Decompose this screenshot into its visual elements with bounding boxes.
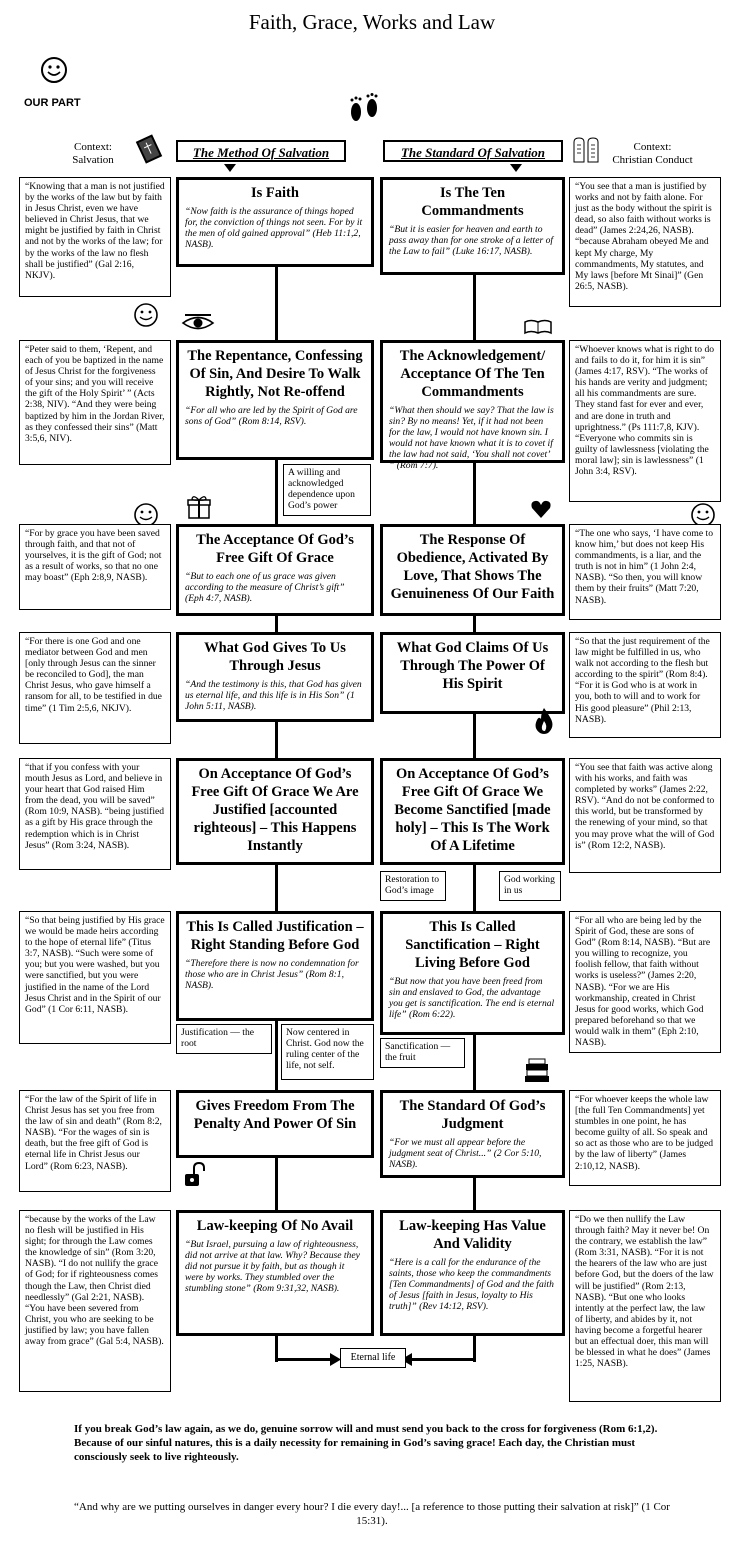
row8-right-box bbox=[380, 1210, 565, 1336]
context-left: Context: Salvation bbox=[72, 141, 114, 166]
row5-right-box bbox=[380, 758, 565, 865]
smiley-icon bbox=[133, 302, 159, 328]
row7-right-quote: “For we must all appear before the judgment seat of Christ...” (2 Cor 5:10, NASB). bbox=[389, 1137, 542, 1170]
row6-left-scripture: “So that being justified by His grace we would be made heirs according to the hope of eternal life” (Titus 3:7, NASB). “Such were some of you; but you were washed, but you were sanctified, but you were justified in the name of the Lord Jesus Christ and in the Spirit of our God” (1 Cor 6:11, NASB). bbox=[19, 911, 171, 1044]
open-book-icon bbox=[523, 318, 553, 336]
smiley-icon bbox=[40, 56, 68, 84]
header-method-of-salvation: The Method Of Salvation bbox=[176, 140, 346, 162]
row1-left-scripture: “Knowing that a man is not justified by the works of the law but by faith in Jesus Christ, even we have believed in Christ Jesus, that we might be justified by faith in Christ and not by the works of the law; for by the works of the law no flesh shall be justified” (Gal 2:16, NKJV). bbox=[19, 177, 171, 297]
row6-right-quote: “But now that you have been freed from sin and enslaved to God, the advantage you get is sanctification. The end is eternal life” (Rom 6:22). bbox=[389, 976, 555, 1020]
row1-left-quote: “Now faith is the assurance of things hoped for, the conviction of things not seen. For by it the men of old gained approval” (Heb 11:1,2, NASB). bbox=[185, 206, 363, 250]
connector-line-bottom-right bbox=[408, 1358, 476, 1361]
row6-left-quote: “Therefore there is now no condemnation for those who are in Christ Jesus” (Rom 8:1, NASB). bbox=[185, 958, 359, 991]
note-god-working: God working in us bbox=[499, 871, 561, 901]
tablets-icon bbox=[572, 136, 602, 164]
unlocked-padlock-icon bbox=[183, 1162, 205, 1188]
row2-left-scripture: “Peter said to them, ‘Repent, and each of you be baptized in the name of Jesus Christ for the forgiveness of your sins; and you will receive the gift of the Holy Spirit’ ” (Acts 2:38, NIV). “And they were being baptized by him in the Jordan River, as they confessed their sins” (Matt 3:5,6, NIV). bbox=[19, 340, 171, 465]
heart-icon bbox=[530, 499, 552, 519]
row6-right-scripture: “For all who are being led by the Spirit of God, these are sons of God” (Rom 8:14, NASB). “But are you willing to recognize, you foolish fellow, that faith without works is useless?” (James 2:20, NASB). “For we are His workmanship, created in Christ Jesus for good works, which God prepared beforehand so that we would walk in them” (Eph 2:10, NASB). bbox=[569, 911, 721, 1053]
row8-left-heading: Law-keeping Of No Avail bbox=[196, 1218, 354, 1234]
row7-right-box bbox=[380, 1090, 565, 1178]
row8-left-box bbox=[176, 1210, 374, 1336]
row5-left-box bbox=[176, 758, 374, 865]
row8-right-quote: “Here is a call for the endurance of the saints, those who keep the commandments [Ten Commandments] of God and the faith of Jesus [faith in Jesus, loyalty to His truth]” (Rev 14:12, RSV). bbox=[389, 1257, 554, 1312]
row1-right-scripture: “You see that a man is justified by works and not by faith alone. For just as the body without the spirit is dead, so also faith without works is dead” (James 2:24,26, NASB). “because Abraham obeyed Me and kept My charge, My commandments, My statutes, and My laws [before Mt Sinai]” (Gen 26:5, NASB). bbox=[569, 177, 721, 307]
note-now-centered: Now centered in Christ. God now the ruling center of the life, not self. bbox=[281, 1024, 374, 1080]
connector-line-bottom-left bbox=[275, 1358, 335, 1361]
row6-left-box bbox=[176, 911, 374, 1021]
row3-right-scripture: “The one who says, ‘I have come to know him,’ but does not keep His commandments, is a liar, and the truth is not in him” (1 John 2:4, NASB). “So then, you will know them by their fruits” (Matt 7:20, NASB). bbox=[569, 524, 721, 620]
row4-right-heading: What God Claims Of Us Through The Power Of His Spirit bbox=[396, 640, 549, 692]
row3-left-scripture: “For by grace you have been saved through faith, and that not of yourselves, it is the gift of God; not as a result of works, so that no one may boast” (Eph 2:8,9, NASB). bbox=[19, 524, 171, 610]
eye-icon bbox=[181, 312, 215, 334]
row8-left-scripture: “because by the works of the Law no flesh will be justified in His sight; for through the Law comes the knowledge of sin” (Rom 3:20, NASB). “I do not nullify the grace of God; for if righteousness comes though the Law, then Christ died needlessly” (Gal 2:21, NASB). “You have been severed from Christ, you who are seeking to be justified by law; you have fallen away from grace” (Gal 5:4, NASB). bbox=[19, 1210, 171, 1392]
row4-right-scripture: “So that the just requirement of the law might be fulfilled in us, who walk not according to the flesh but according to the spirit” (Rom 8:4). “For it is God who is at work in you, both to will and to work for His good pleasure” (Phil 2:13, NASB). bbox=[569, 632, 721, 738]
row5-right-heading: On Acceptance Of God’s Free Gift Of Grace We Become Sanctified [made holy] – This Is The Work Of A Lifetime bbox=[394, 766, 551, 854]
arrow-down-icon bbox=[509, 163, 523, 173]
row7-left-box bbox=[176, 1090, 374, 1158]
row1-left-box bbox=[176, 177, 374, 267]
row8-right-heading: Law-keeping Has Value And Validity bbox=[399, 1218, 546, 1252]
row3-right-box bbox=[380, 524, 565, 616]
note-restoration: Restoration to God’s image bbox=[380, 871, 446, 901]
gift-icon bbox=[186, 494, 212, 520]
footer-text: If you break God’s law again, as we do, genuine sorrow will and must send you back to the cross for forgiveness (Rom 6:1,2). Because of our sinful natures, this is a daily necessity for remaining in God’s saving grace! Each day, the Christian must consciously seek to live righteously. bbox=[74, 1423, 658, 1463]
row2-right-heading: The Acknowledgement/ Acceptance Of The Ten Commandments bbox=[399, 348, 546, 400]
row7-right-heading: The Standard Of God’s Judgment bbox=[399, 1098, 546, 1132]
row4-left-quote: “And the testimony is this, that God has given us eternal life, and this life is in His Son” (1 John 5:11, NASB). bbox=[185, 679, 362, 712]
row3-left-quote: “But to each one of us grace was given according to the measure of Christ’s gift” (Eph 4:7, NASB). bbox=[185, 571, 345, 604]
note-sanctification-fruit: Sanctification — the fruit bbox=[380, 1038, 465, 1068]
row2-right-box bbox=[380, 340, 565, 471]
row1-left-heading: Is Faith bbox=[251, 185, 299, 201]
row4-left-scripture: “For there is one God and one mediator between God and men [only through Jesus can the sinner be reconciled to God], the man Christ Jesus, who gave himself a ransom for all, to be testified in due time” (1 Tim 2:5,6, NKJV). bbox=[19, 632, 171, 744]
page-title: Faith, Grace, Works and Law bbox=[248, 10, 496, 34]
row2-right-quote: “What then should we say? That the law is sin? By no means! Yet, if it had not been for the law, I would not have known sin. I would not have known what it is to covet if the law had not said, ‘You shall not covet’ ” (Rom 7:7). bbox=[389, 405, 554, 471]
row4-right-box bbox=[380, 632, 565, 714]
row7-left-heading: Gives Freedom From The Penalty And Power Of Sin bbox=[193, 1098, 357, 1132]
arrow-down-icon bbox=[223, 163, 237, 173]
row7-right-scripture: “For whoever keeps the whole law [the full Ten Commandments] yet stumbles in one point, he has become guilty of all. So speak and so act as those who are to be judged by the law of liberty” (James 2:10,12, NASB). bbox=[569, 1090, 721, 1186]
row6-left-heading: This Is Called Justification – Right Standing Before God bbox=[186, 919, 364, 953]
note-justification-root: Justification — the root bbox=[176, 1024, 272, 1054]
row3-left-heading: The Acceptance Of God’s Free Gift Of Grace bbox=[196, 532, 354, 566]
row1-right-quote: “But it is easier for heaven and earth to pass away than for one stroke of a letter of the Law to fail” (Luke 16:17, NASB). bbox=[389, 224, 554, 257]
our-part-label: OUR PART bbox=[24, 97, 81, 109]
books-icon bbox=[523, 1058, 551, 1084]
row2-left-box bbox=[176, 340, 374, 460]
bottom-quote: “And why are we putting ourselves in danger every hour? I die every day!... [a reference to those putting their salvation at risk]” (1 Cor 15:31). bbox=[74, 1501, 670, 1527]
row2-left-quote: “For all who are led by the Spirit of God are sons of God” (Rom 8:14, RSV). bbox=[185, 405, 358, 427]
context-right: Context: Christian Conduct bbox=[612, 141, 693, 166]
note-willing-dependence: A willing and acknowledged dependence upon God’s power bbox=[283, 464, 371, 516]
row5-left-scripture: “that if you confess with your mouth Jesus as Lord, and believe in your heart that God raised Him from the dead, you will be saved” (Rom 10:9, NASB). “being justified as a gift by His grace through the redemption which is in Christ Jesus” (Rom 3:24, NASB). bbox=[19, 758, 171, 870]
footprints-icon bbox=[344, 92, 384, 130]
row2-left-heading: The Repentance, Confessing Of Sin, And Desire To Walk Rightly, Not Re-offend bbox=[187, 348, 363, 400]
row7-left-scripture: “For the law of the Spirit of life in Christ Jesus has set you free from the law of sin and death” (Rom 8:2, NASB). “For the wages of sin is death, but the free gift of God is eternal life in Christ Jesus our Lord” (Rom 6:23, NASB). bbox=[19, 1090, 171, 1192]
row2-right-scripture: “Whoever knows what is right to do and fails to do it, for him it is sin” (James 4:17, RSV). “The works of his hands are verity and judgment; all his commandments are sure. They stand fast for ever and ever, and are done in truth and uprightness.” (Ps 111:7,8, KJV). “Everyone who commits sin is guilty of lawlessness [violating the moral law]; sin is lawlessness” (1 John 3:4, RSV). bbox=[569, 340, 721, 502]
row1-right-box bbox=[380, 177, 565, 275]
flame-icon bbox=[533, 707, 555, 735]
row5-left-heading: On Acceptance Of God’s Free Gift Of Grace We Are Justified [accounted righteous] – This Happens Instantly bbox=[191, 766, 359, 854]
row8-left-quote: “But Israel, pursuing a law of righteousness, did not arrive at that law. Why? Because they did not pursue it by faith, but as though it were by works. They stumbled over the stumbling stone” (Rom 9:31,32, NASB). bbox=[185, 1239, 360, 1294]
row3-left-box bbox=[176, 524, 374, 616]
row6-right-heading: This Is Called Sanctification – Right Living Before God bbox=[405, 919, 540, 971]
row4-left-heading: What God Gives To Us Through Jesus bbox=[204, 640, 346, 674]
header-standard-of-salvation: The Standard Of Salvation bbox=[383, 140, 563, 162]
eternal-life-label: Eternal life bbox=[340, 1348, 406, 1368]
row8-right-scripture: “Do we then nullify the Law through faith? May it never be! On the contrary, we establish the law” (Rom 3:31, NASB). “For it is not the hearers of the law who are just before God, but the doers of the law will be justified” (Rom 2:13, NASB). “But one who looks intently at the perfect law, the law of liberty, and abides by it, not having become a forgetful hearer but an effectual doer, this man will be blessed in what he does” (James 1:25, NASB). bbox=[569, 1210, 721, 1402]
row1-right-heading: Is The Ten Commandments bbox=[421, 185, 524, 219]
bible-icon bbox=[132, 132, 166, 166]
row3-right-heading: The Response Of Obedience, Activated By Love, That Shows The Genuineness Of Our Faith bbox=[390, 532, 555, 602]
row4-left-box bbox=[176, 632, 374, 722]
row5-right-scripture: “You see that faith was active along with his works, and faith was completed by works” (James 2:22, RSV). “And do not be conformed to this world, but be transformed by the renewing of your mind, so that you may prove what the will of God is” (Rom 12:2, NASB). bbox=[569, 758, 721, 873]
row6-right-box bbox=[380, 911, 565, 1035]
